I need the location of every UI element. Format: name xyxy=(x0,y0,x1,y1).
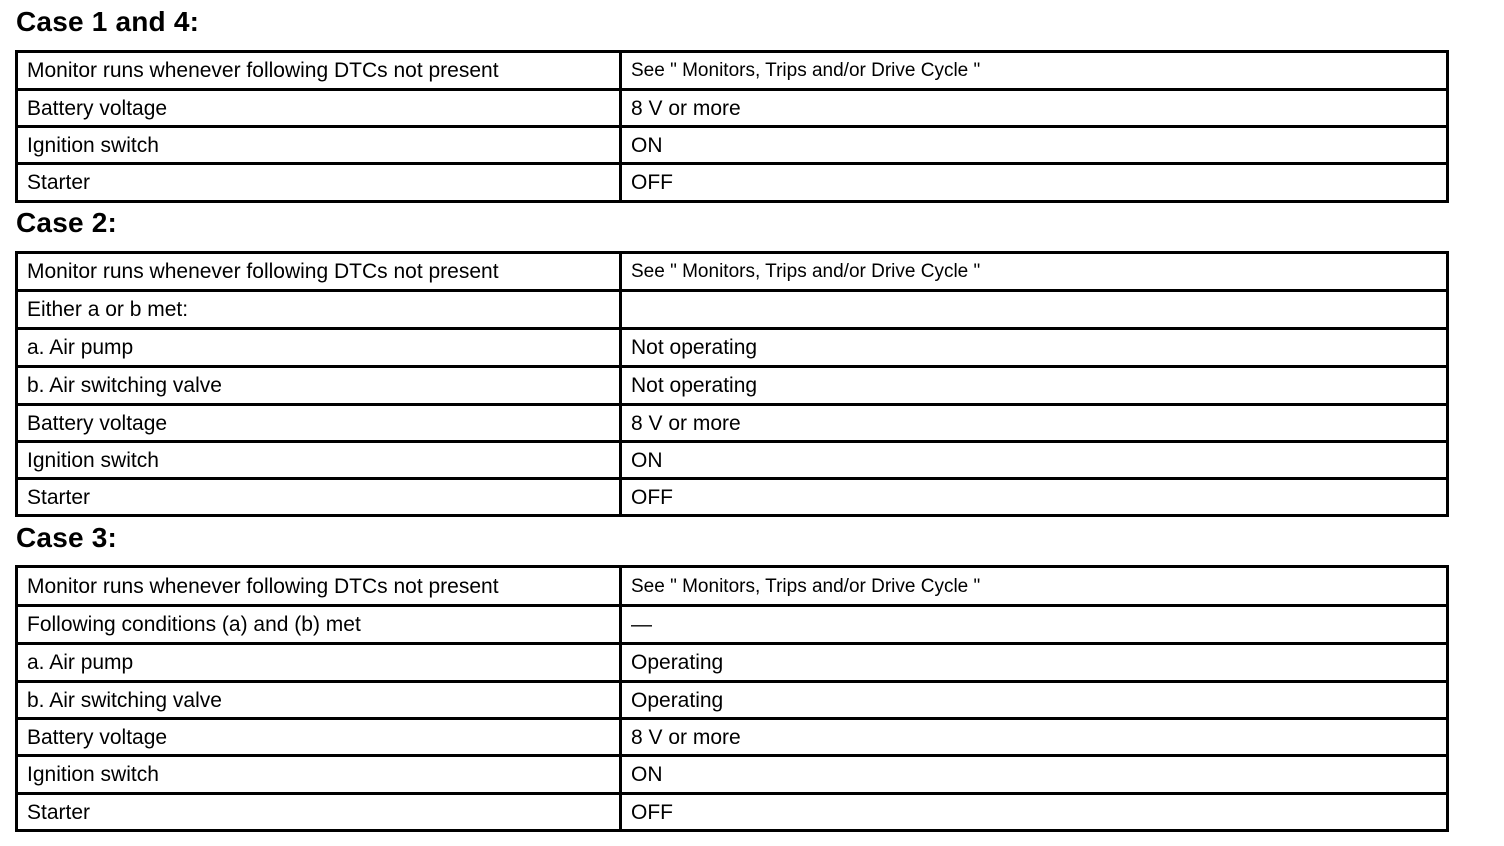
condition-value: See " Monitors, Trips and/or Drive Cycle " xyxy=(621,567,1448,606)
table-row xyxy=(17,329,1448,367)
condition-value xyxy=(621,291,1448,329)
table-row xyxy=(17,756,1448,794)
condition-value: ON xyxy=(621,127,1448,164)
condition-label: Starter xyxy=(17,794,621,831)
table-row xyxy=(17,127,1448,164)
condition-value: 8 V or more xyxy=(621,719,1448,756)
conditions-table-case-2 xyxy=(15,251,1449,517)
condition-value: ON xyxy=(621,756,1448,794)
condition-value: OFF xyxy=(621,164,1448,202)
condition-label: Starter xyxy=(17,479,621,516)
table-row xyxy=(17,291,1448,329)
condition-value: See " Monitors, Trips and/or Drive Cycle " xyxy=(621,52,1448,90)
table-row xyxy=(17,479,1448,516)
condition-value: Operating xyxy=(621,644,1448,682)
table-row xyxy=(17,405,1448,442)
condition-label: Monitor runs whenever following DTCs not present xyxy=(17,52,621,90)
condition-label: Ignition switch xyxy=(17,756,621,794)
condition-label: Battery voltage xyxy=(17,405,621,442)
table-row xyxy=(17,52,1448,90)
section-heading-case-3: Case 3: xyxy=(16,522,118,553)
condition-value: 8 V or more xyxy=(621,405,1448,442)
condition-value: 8 V or more xyxy=(621,90,1448,127)
condition-label: Monitor runs whenever following DTCs not present xyxy=(17,253,621,291)
condition-value: ON xyxy=(621,442,1448,479)
condition-value: — xyxy=(621,606,1448,644)
table-row xyxy=(17,442,1448,479)
condition-value: Operating xyxy=(621,682,1448,719)
condition-label: Ignition switch xyxy=(17,127,621,164)
condition-label: Starter xyxy=(17,164,621,202)
condition-value: Not operating xyxy=(621,367,1448,405)
condition-label: a. Air pump xyxy=(17,329,621,367)
table-row xyxy=(17,606,1448,644)
table-row xyxy=(17,719,1448,756)
condition-label: Battery voltage xyxy=(17,719,621,756)
condition-label: Battery voltage xyxy=(17,90,621,127)
conditions-table-case-1-and-4 xyxy=(15,50,1449,203)
conditions-table-case-3 xyxy=(15,565,1449,832)
condition-label: Either a or b met: xyxy=(17,291,621,329)
condition-value: Not operating xyxy=(621,329,1448,367)
condition-label: b. Air switching valve xyxy=(17,682,621,719)
condition-label: Following conditions (a) and (b) met xyxy=(17,606,621,644)
table-row xyxy=(17,367,1448,405)
table-row xyxy=(17,253,1448,291)
condition-label: a. Air pump xyxy=(17,644,621,682)
condition-value: See " Monitors, Trips and/or Drive Cycle " xyxy=(621,253,1448,291)
condition-value: OFF xyxy=(621,794,1448,831)
condition-label: Monitor runs whenever following DTCs not present xyxy=(17,567,621,606)
table-row xyxy=(17,164,1448,202)
condition-label: Ignition switch xyxy=(17,442,621,479)
section-heading-case-1-and-4: Case 1 and 4: xyxy=(16,6,200,37)
table-row xyxy=(17,567,1448,606)
table-row xyxy=(17,682,1448,719)
condition-value: OFF xyxy=(621,479,1448,516)
section-heading-case-2: Case 2: xyxy=(16,207,118,238)
table-row xyxy=(17,90,1448,127)
table-row xyxy=(17,794,1448,831)
table-row xyxy=(17,644,1448,682)
condition-label: b. Air switching valve xyxy=(17,367,621,405)
